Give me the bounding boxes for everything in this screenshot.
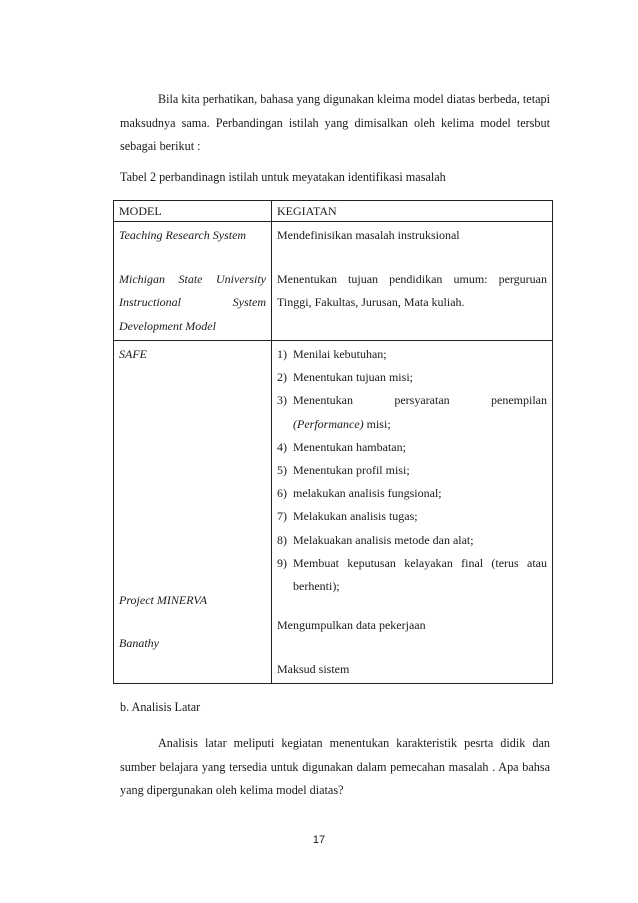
list-item: 5) Menentukan profil misi;: [277, 463, 410, 478]
model-safe: SAFE: [119, 347, 147, 361]
model-teaching-research: Teaching Research System: [119, 228, 247, 242]
header-model: MODEL: [114, 201, 272, 222]
list-item: 3) Menentukan persyaratan penempilan (Performance) misi;: [277, 389, 547, 435]
list-item: 7) Melakukan analisis tugas;: [277, 509, 418, 524]
header-activity: KEGIATAN: [272, 201, 553, 222]
activity-minerva: Mengumpulkan data pekerjaan: [277, 618, 426, 633]
step3-word: Menentukan: [293, 393, 353, 408]
list-item: 9) Membuat keputusan kelayakan final (terus atau berhenti);: [277, 555, 547, 594]
list-item: 8) Melakuakan analisis metode dan alat;: [277, 532, 474, 547]
activity-cell: [272, 222, 553, 341]
table-row: [114, 222, 553, 341]
model-banathy: Banathy: [119, 636, 159, 650]
intro-paragraph: Bila kita perhatikan, bahasa yang digunakan kleima model diatas berbeda, tetapi maksudnya sama. Perbandingan istilah yang dimisalkan oleh kelima model tersbut sebagai berikut :: [120, 92, 550, 153]
step3-word: persyaratan: [394, 393, 450, 408]
page-number: 17: [312, 834, 326, 846]
activity-banathy: Maksud sistem: [277, 661, 350, 676]
step3-word: penempilan: [491, 393, 547, 408]
activity-cell: [272, 341, 553, 684]
list-item: 2) Menentukan tujuan misi;: [277, 370, 413, 385]
activity-teaching-research: Mendefinisikan masalah instruksional: [277, 228, 460, 242]
model-michigan: Michigan State University Instructional System Development Model: [119, 271, 266, 333]
model-cell: [114, 341, 272, 684]
model-cell: [114, 222, 272, 341]
list-item: 1) Menilai kebutuhan;: [277, 347, 387, 361]
list-item: 6) melakukan analisis fungsional;: [277, 486, 442, 501]
safe-steps-list: [277, 343, 547, 598]
comparison-table: [113, 200, 553, 684]
section-paragraph: Analisis latar meliputi kegiatan menentukan karakteristik pesrta didik dan sumber belajara yang tersedia untuk digunakan dalam pemecahan masalah . Apa bahsa yang dipergunakan oleh kelima model diatas?: [120, 736, 550, 797]
table-caption: Tabel 2 perbandinagn istilah untuk meyatakan identifikasi masalah: [120, 170, 446, 184]
table-header-row: [114, 201, 553, 222]
list-item: 4) Menentukan hambatan;: [277, 439, 406, 454]
activity-michigan: Menentukan tujuan pendidikan umum: perguruan Tinggi, Fakultas, Jurusan, Mata kuliah.: [277, 271, 547, 309]
table-row: [114, 341, 553, 684]
section-heading: b. Analisis Latar: [120, 700, 201, 714]
model-minerva: Project MINERVA: [119, 592, 208, 607]
